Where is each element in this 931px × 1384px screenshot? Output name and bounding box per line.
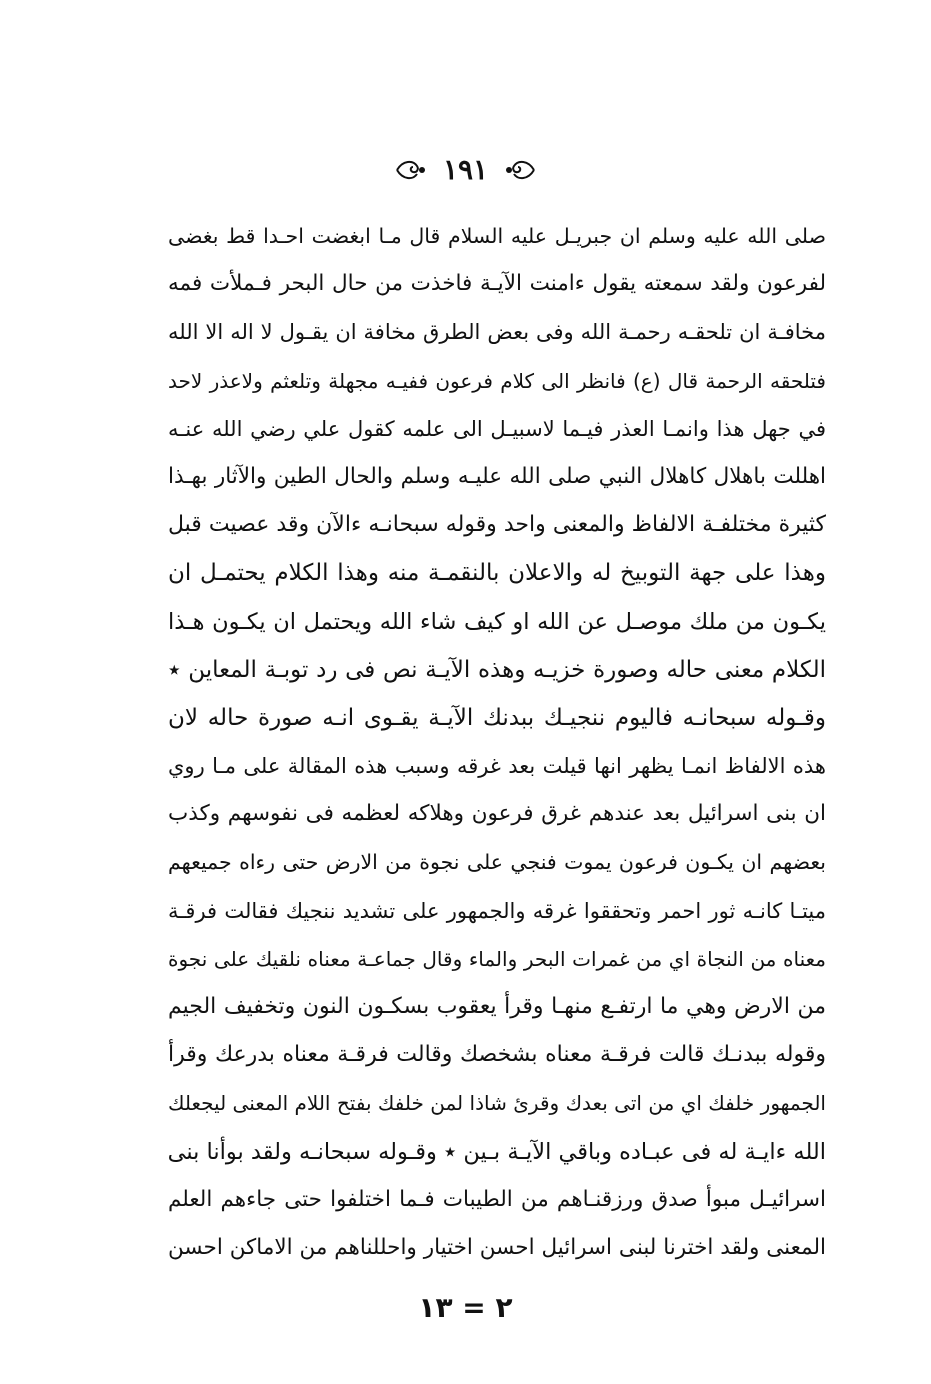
text-line: هذه الالفاظ انمـا يظهر انها قيلت بعد غرقه وسبب هذه المقالة على مـا روي bbox=[168, 754, 826, 779]
text-line: الكلام معنى حاله وصورة خزيـه وهذه الآيـة نص فى رد توبـة المعاين ٭ bbox=[168, 656, 826, 683]
text-line: بعضهم ان يكـون فرعون يموت فنجي على نجوة من الارض حتى رءاه جميعهم bbox=[168, 850, 826, 875]
right-ornament-icon bbox=[504, 156, 538, 184]
text-line: صلى الله عليه وسلم ان جبريـل عليه السلام قال مـا ابغضت احـدا قط بغضى bbox=[168, 224, 826, 248]
text-line: ان بنى اسرائيل بعد عندهم غرق فرعون وهلاكه لعظمه فى نفوسهم وكذب bbox=[168, 801, 826, 827]
text-line: مخافـة ان تلحقـه رحمـة الله وفى بعض الطرق مخافة ان يقـول لا اله الا الله bbox=[168, 320, 826, 345]
text-line: المعنى ولقد اخترنا لبنى اسرائيل احسن اختيار واحللناهم من الاماكن احسن bbox=[168, 1234, 826, 1260]
text-line: فتلحقه الرحمة قال (ع) فانظر الى كلام فرعون ففيـه مجهلة وتلعثم ولاعذر لاحد bbox=[168, 368, 826, 393]
main-text-block bbox=[168, 212, 826, 1272]
text-line: يكـون من ملك موصـل عن الله او كيف شاء الله ويحتمل ان يكـون هـذا bbox=[168, 608, 826, 635]
text-line: من الارض وهي ما ارتفـع منهـا وقرأ يعقوب بسكـون النون وتخفيف الجيم bbox=[168, 994, 826, 1019]
text-line: وهذا على جهة التوبيخ له والاعلان بالنقمـة منه وهذا الكلام يحتمـل ان bbox=[168, 560, 826, 587]
signature-mark: ٢ = ١٣ bbox=[418, 1291, 513, 1324]
page-number: ١٩١ bbox=[442, 153, 489, 186]
text-line: اهللت باهلال كاهلال النبي صلى الله عليـه وسلم والحال الطين والآثار بهـذا bbox=[168, 463, 826, 489]
text-line: في جهل هذا وانمـا العذر فيـما لاسبيـل الى علمه كقول علي رضي الله عنـه bbox=[168, 416, 826, 441]
left-ornament-icon bbox=[393, 156, 427, 184]
text-line: اسرائيـل مبوأ صدق ورزقنـاهم من الطيبات فـما اختلفوا حتى جاءهم العلم bbox=[168, 1186, 826, 1212]
text-line: كثيرة مختلفـة الالفاظ والمعنى واحد وقوله سبحانـه ءالآن وقد عصيت قبل bbox=[168, 512, 826, 538]
text-line: وقوله ببدنـك قالت فرقـة معناه بشخصك وقالت فرقـة معناه بدرعك وقرأ bbox=[168, 1042, 826, 1068]
text-line: الله ءايـة له فى عبـاده وباقي الآيـة بـين ٭ وقـوله سبحانـه ولقد بوأنا بنى bbox=[168, 1138, 826, 1165]
text-line: لفرعون ولقد سمعته يقول ءامنت الآيـة فاخذت من حال البحر فـملأت فمه bbox=[168, 271, 826, 297]
text-line: معناه من النجاة اي من غمرات البحر والماء وقال جماعـة معناه نلقيك على نجوة bbox=[168, 946, 826, 971]
text-line: وقـوله سبحانـه فاليوم ننجيـك ببدنك الآيـة يقـوى انـه صورة حاله لان bbox=[168, 704, 826, 731]
text-line: الجمهور خلفك اي من اتى بعدك وقرئ شاذا لمن خلفك بفتح اللام المعنى ليجعلك bbox=[168, 1091, 826, 1116]
text-line: ميتـا كانـه ثور احمر وتحققوا غرقه والجمهور على تشديد ننجيك فقالت فرقـة bbox=[168, 898, 826, 923]
page-header bbox=[0, 150, 931, 190]
